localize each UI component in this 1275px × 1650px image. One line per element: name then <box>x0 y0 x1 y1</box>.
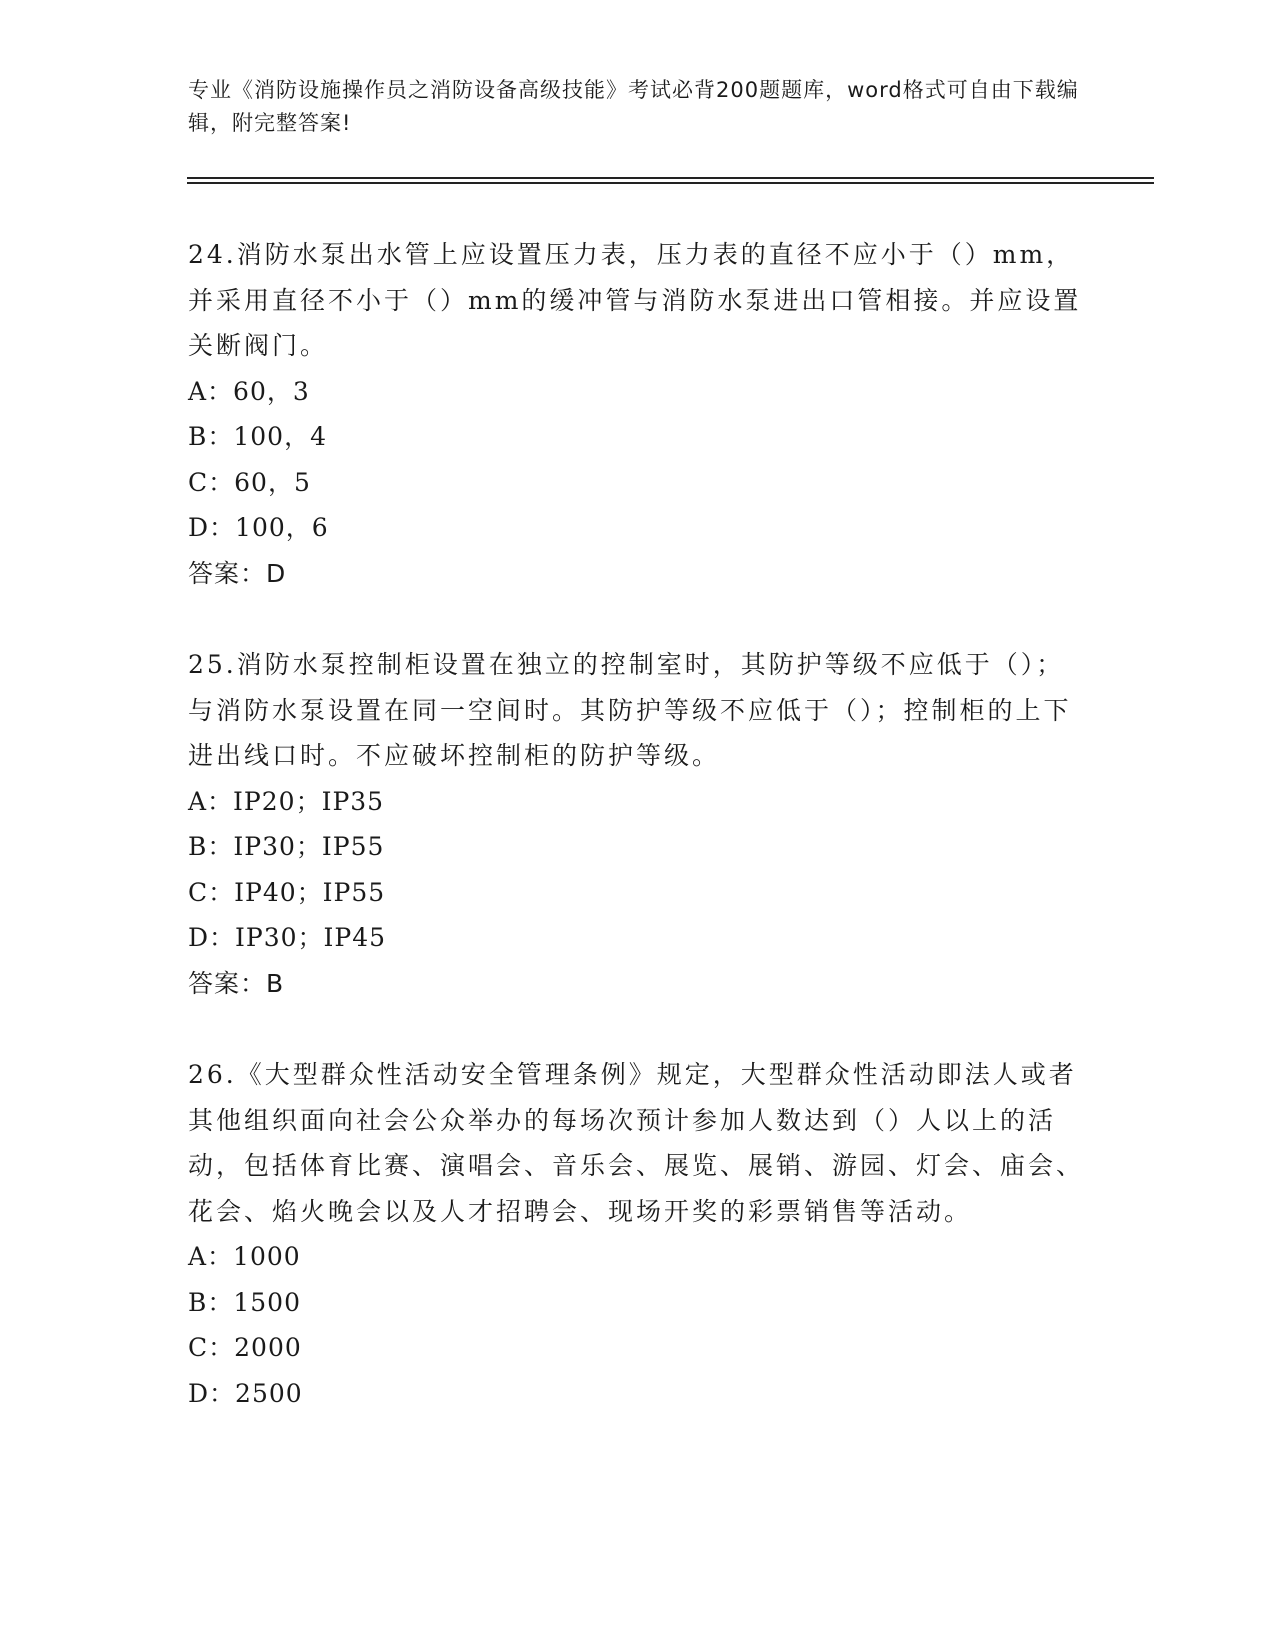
question-stem: 26.《大型群众性活动安全管理条例》规定，大型群众性活动即法人或者其他组织面向社会公众举办的每场次预计参加人数达到（）人以上的活动，包括体育比赛、演唱会、音乐会、展览、展销、游园、灯会、庙会、花会、焰火晚会以及人才招聘会、现场开奖的彩票销售等活动。 <box>188 1060 1085 1226</box>
header-divider <box>187 177 1154 184</box>
option-c: C：2000 <box>188 1333 302 1362</box>
option-d: D：2500 <box>188 1378 303 1408</box>
option-a: A：1000 <box>188 1242 301 1271</box>
option-c: C：60，5 <box>188 467 311 497</box>
option-c: C：IP40；IP55 <box>188 877 386 907</box>
question-stem: 25.消防水泵控制柜设置在独立的控制室时，其防护等级不应低于（）；与消防水泵设置在同一空间时。其防护等级不应低于（）；控制柜的上下进出线口时。不应破坏控制柜的防护等级。 <box>188 650 1072 770</box>
option-d: D：100，6 <box>188 513 329 542</box>
answer: 答案：B <box>188 968 285 998</box>
question-24 <box>188 232 1088 596</box>
question-26 <box>188 1052 1088 1416</box>
option-b: B：IP30；IP55 <box>188 832 385 861</box>
option-a: A：IP20；IP35 <box>188 786 385 816</box>
question-stem: 24.消防水泵出水管上应设置压力表，压力表的直径不应小于（）mm，并采用直径不小于（）mm的缓冲管与消防水泵进出口管相接。并应设置关断阀门。 <box>188 240 1082 360</box>
option-a: A：60，3 <box>188 376 310 406</box>
option-b: B：1500 <box>188 1287 301 1317</box>
option-b: B：100，4 <box>188 422 327 451</box>
answer: 答案：D <box>188 558 287 588</box>
option-d: D：IP30；IP45 <box>188 923 387 952</box>
document-header: 专业《消防设施操作员之消防设备高级技能》考试必背200题题库，word格式可自由下载编辑，附完整答案! <box>188 78 1079 135</box>
question-25 <box>188 642 1088 1006</box>
